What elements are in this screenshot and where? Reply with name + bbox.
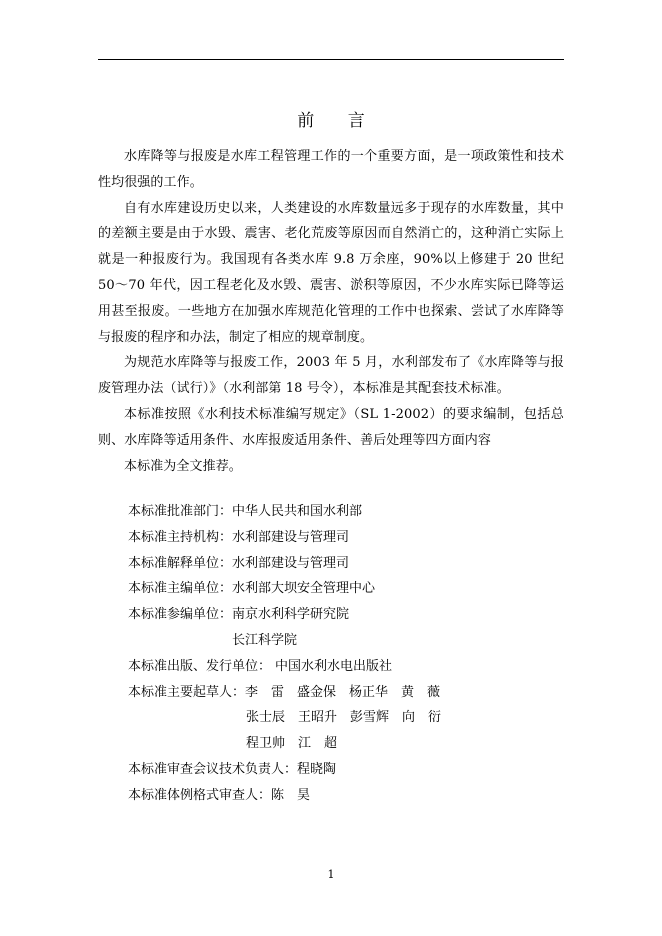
credit-value: 张士辰 王昭升 彭雪辉 向 衍 bbox=[246, 710, 442, 726]
credit-value: 李 雷 盛金保 杨正华 黄 薇 bbox=[245, 684, 441, 700]
credit-value: 程卫帅 江 超 bbox=[246, 736, 338, 752]
credits-list bbox=[128, 499, 548, 809]
preface-body bbox=[98, 144, 564, 479]
credit-drafters-cont-2 bbox=[128, 731, 548, 757]
credit-co-editor-cont bbox=[128, 628, 548, 654]
credit-label: 本标准批准部门： bbox=[128, 504, 233, 519]
credit-value: 中华人民共和国水利部 bbox=[232, 504, 363, 519]
credit-value: 水利部大坝安全管理中心 bbox=[232, 581, 376, 597]
page-title: 前 言 bbox=[297, 111, 379, 131]
credit-value: 南京水利科学研究院 bbox=[232, 607, 350, 623]
credit-review bbox=[128, 757, 548, 783]
paragraph-2: 自有水库建设历史以来，人类建设的水库数量远多于现存的水库数量，其中的差额主要是由于水毁、震害、老化荒废等原因而自然消亡的，这种消亡实际上就是一种报废行为。我国现有各类水库 9.8 万余座，90%以上修建于 20 世纪 50～70 年代，因工程老化及水毁、震害、淤积等原因，不少水库实际已降等运用甚至报废。一些地方在加强水库规范化管理的工作中也探索、尝试了水库降等与报废的程序和办法，制定了相应的规章制度。 bbox=[98, 200, 564, 345]
credit-format bbox=[128, 783, 548, 809]
page-number: 1 bbox=[327, 868, 335, 881]
credit-drafters-cont-1 bbox=[128, 705, 548, 731]
credit-publisher bbox=[128, 654, 548, 680]
header-rule bbox=[98, 59, 564, 60]
credit-value: 程晓陶 bbox=[297, 761, 337, 777]
credit-drafters bbox=[128, 680, 548, 706]
credit-host bbox=[128, 525, 548, 551]
credit-co-editor bbox=[128, 602, 548, 628]
paragraph-4: 本标准按照《水利技术标准编写规定》（SL 1-2002）的要求编制，包括总则、水库降等适用条件、水库报废适用条件、善后处理等四方面内容 bbox=[98, 406, 564, 448]
credit-label: 本标准参编单位： bbox=[128, 607, 233, 623]
credit-label: 本标准审查会议技术负责人： bbox=[128, 761, 298, 777]
credit-label: 本标准主要起草人： bbox=[128, 684, 246, 700]
credit-chief-editor bbox=[128, 576, 548, 602]
credit-interpret bbox=[128, 551, 548, 577]
paragraph-1: 水库降等与报废是水库工程管理工作的一个重要方面，是一项政策性和技术性均很强的工作。 bbox=[98, 149, 564, 190]
credit-label: 本标准出版、发行单位： bbox=[128, 658, 272, 674]
credit-value: 水利部建设与管理司 bbox=[232, 529, 350, 545]
credit-label: 本标准体例格式审查人： bbox=[128, 787, 272, 803]
paragraph-3: 为规范水库降等与报废工作，2003 年 5 月，水利部发布了《水库降等与报废管理办法（试行）》（水利部第 18 号令），本标准是其配套技术标准。 bbox=[98, 355, 564, 397]
credit-label: 本标准解释单位： bbox=[128, 555, 233, 571]
paragraph-5: 本标准为全文推荐。 bbox=[124, 458, 242, 474]
credit-approval bbox=[128, 499, 548, 525]
credit-value: 长江科学院 bbox=[232, 632, 298, 648]
credit-value: 中国水利水电出版社 bbox=[275, 658, 393, 674]
credit-label: 本标准主持机构： bbox=[128, 529, 233, 545]
credit-value: 陈 昊 bbox=[271, 787, 311, 803]
credit-label: 本标准主编单位： bbox=[128, 581, 233, 597]
credit-value: 水利部建设与管理司 bbox=[232, 555, 350, 571]
